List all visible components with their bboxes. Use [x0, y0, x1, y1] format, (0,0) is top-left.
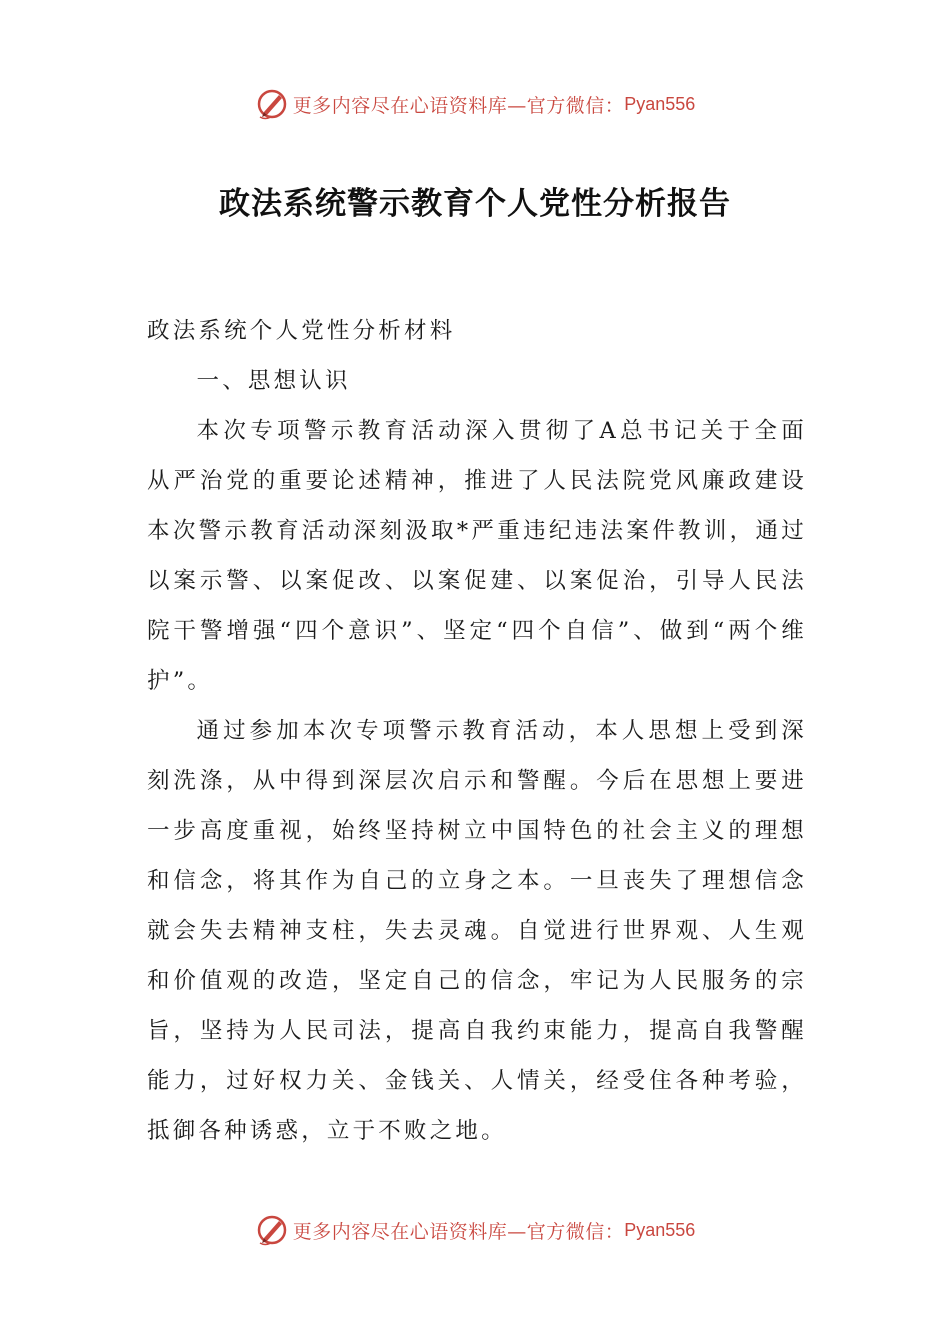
header-watermark [0, 84, 950, 124]
document-body [147, 306, 807, 1156]
watermark-wechat-id: Pyan556 [624, 1219, 696, 1240]
pen-logo-icon [255, 1213, 289, 1247]
watermark-text: 更多内容尽在心语资料库—官方微信： [292, 1220, 625, 1243]
body-paragraph-2: 通过参加本次专项警示教育活动，本人思想上受到深刻洗涤，从中得到深层次启示和警醒。今后在思想上要进一步高度重视，始终坚持树立中国特色的社会主义的理想和信念，将其作为自己的立身之本。一旦丧失了理想信念就会失去精神支柱，失去灵魂。自觉进行世界观、人生观和价值观的改造，坚定自己的信念，牢记为人民服务的宗旨，坚持为人民司法，提高自我约束能力，提高自我警醒能力，过好权力关、金钱关、人情关，经受住各种考验，抵御各种诱惑，立于不败之地。 [147, 718, 807, 1144]
watermark-text: 更多内容尽在心语资料库—官方微信： [292, 94, 625, 117]
body-paragraph-1: 本次专项警示教育活动深入贯彻了A总书记关于全面从严治党的重要论述精神，推进了人民法院党风廉政建设本次警示教育活动深刻汲取*严重违纪违法案件教训，通过以案示警、以案促改、以案促建、以案促治，引导人民法院干警增强“四个意识”、坚定“四个自信”、做到“两个维护”。 [147, 418, 807, 694]
document-title: 政法系统警示教育个人党性分析报告 [219, 186, 731, 222]
document-subtitle: 政法系统个人党性分析材料 [147, 318, 456, 344]
footer-watermark [0, 1210, 950, 1250]
watermark-wechat-id: Pyan556 [624, 93, 696, 114]
pen-logo-icon [255, 87, 289, 121]
section-heading: 一、思想认识 [196, 368, 351, 394]
